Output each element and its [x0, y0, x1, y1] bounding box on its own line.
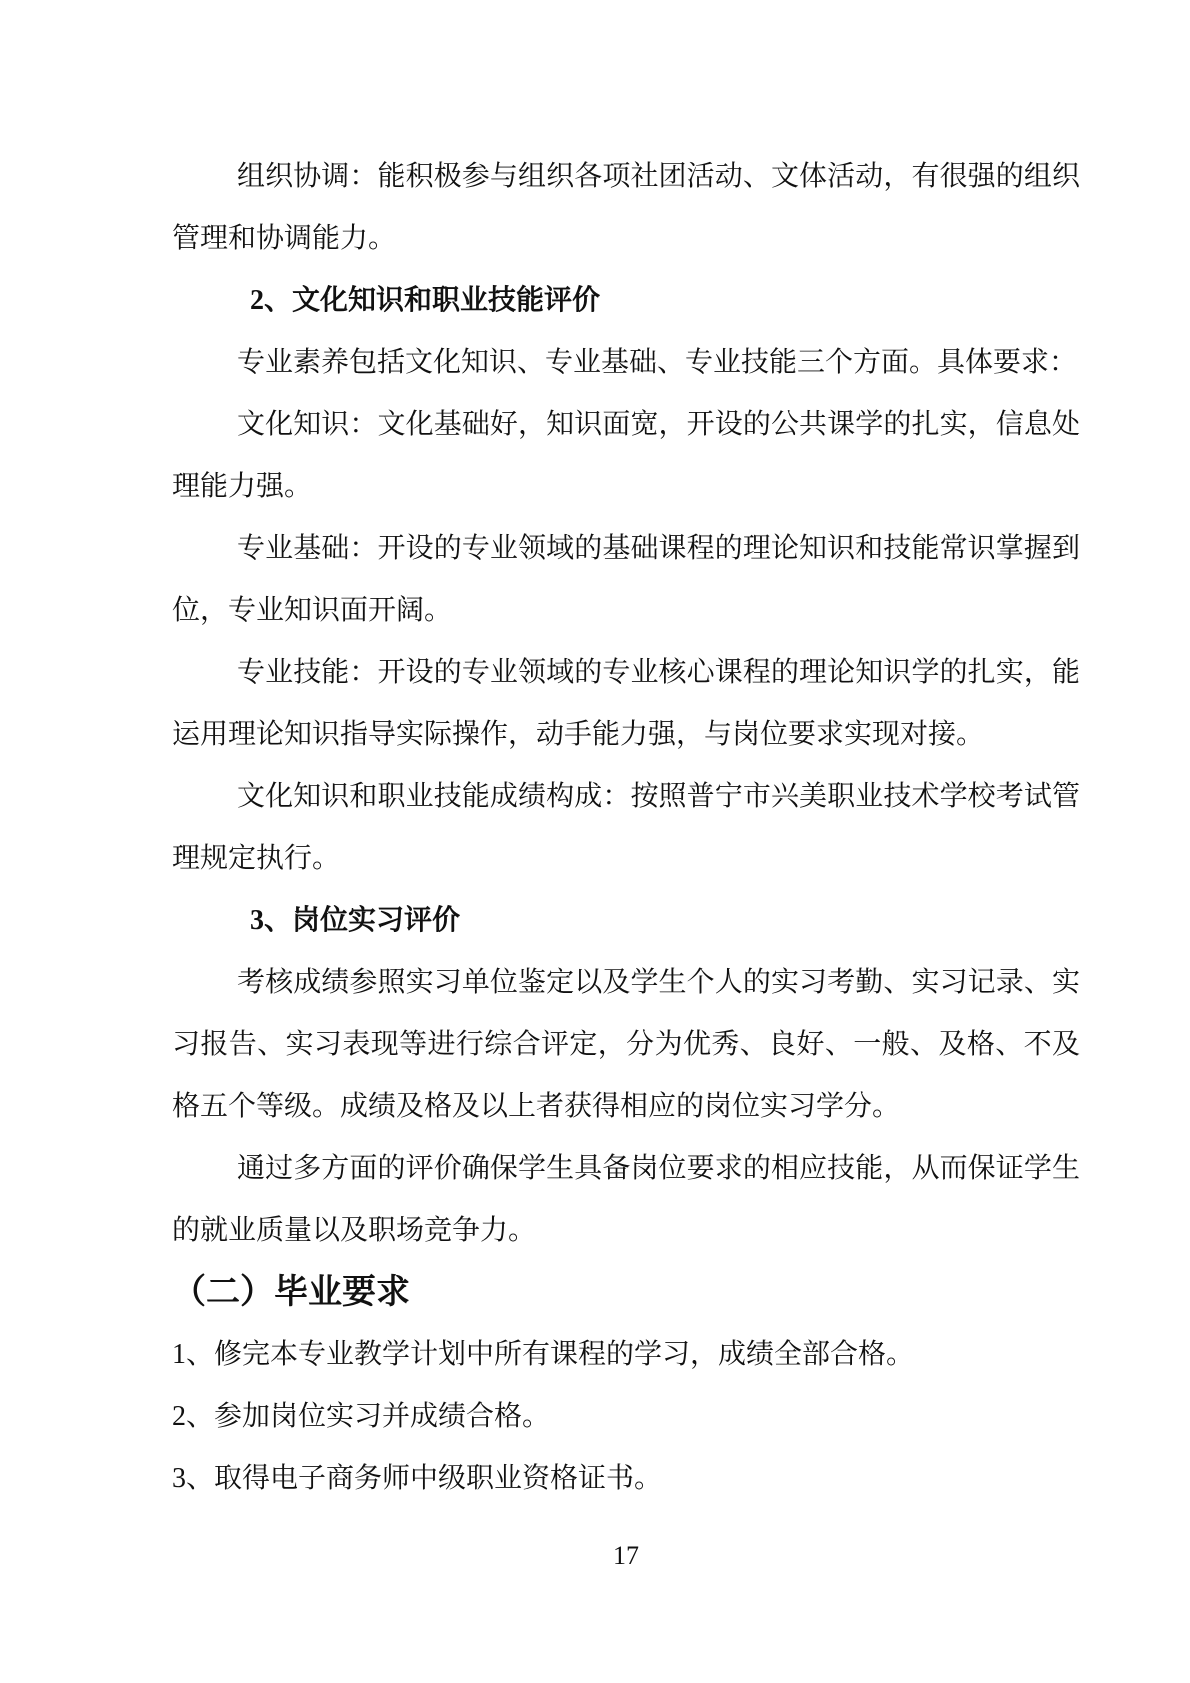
document-body	[172, 146, 1080, 1510]
paragraph: 专业素养包括文化知识、专业基础、专业技能三个方面。具体要求：	[237, 347, 1078, 378]
list-item: 3、取得电子商务师中级职业资格证书。	[172, 1463, 663, 1494]
paragraph: 通过多方面的评价确保学生具备岗位要求的相应技能，从而保证学生的就业质量以及职场竞争力。	[172, 1153, 1080, 1246]
paragraph: 文化知识和职业技能成绩构成：按照普宁市兴美职业技术学校考试管理规定执行。	[172, 781, 1080, 874]
section-heading: （二）毕业要求	[172, 1274, 410, 1311]
page-number: 17	[613, 1541, 639, 1570]
paragraph: 组织协调：能积极参与组织各项社团活动、文体活动，有很强的组织管理和协调能力。	[172, 161, 1080, 254]
sub-heading: 2、文化知识和职业技能评价	[250, 285, 601, 316]
paragraph: 专业技能：开设的专业领域的专业核心课程的理论知识学的扎实，能运用理论知识指导实际操作，动手能力强，与岗位要求实现对接。	[172, 657, 1080, 750]
paragraph: 考核成绩参照实习单位鉴定以及学生个人的实习考勤、实习记录、实习报告、实习表现等进行综合评定，分为优秀、良好、一般、及格、不及格五个等级。成绩及格及以上者获得相应的岗位实习学分。	[172, 967, 1080, 1122]
list-item: 2、参加岗位实习并成绩合格。	[172, 1401, 551, 1432]
paragraph: 文化知识：文化基础好，知识面宽，开设的公共课学的扎实，信息处理能力强。	[172, 409, 1080, 502]
sub-heading: 3、岗位实习评价	[250, 905, 461, 936]
list-item: 1、修完本专业教学计划中所有课程的学习，成绩全部合格。	[172, 1339, 915, 1370]
paragraph: 专业基础：开设的专业领域的基础课程的理论知识和技能常识掌握到位，专业知识面开阔。	[172, 533, 1080, 626]
